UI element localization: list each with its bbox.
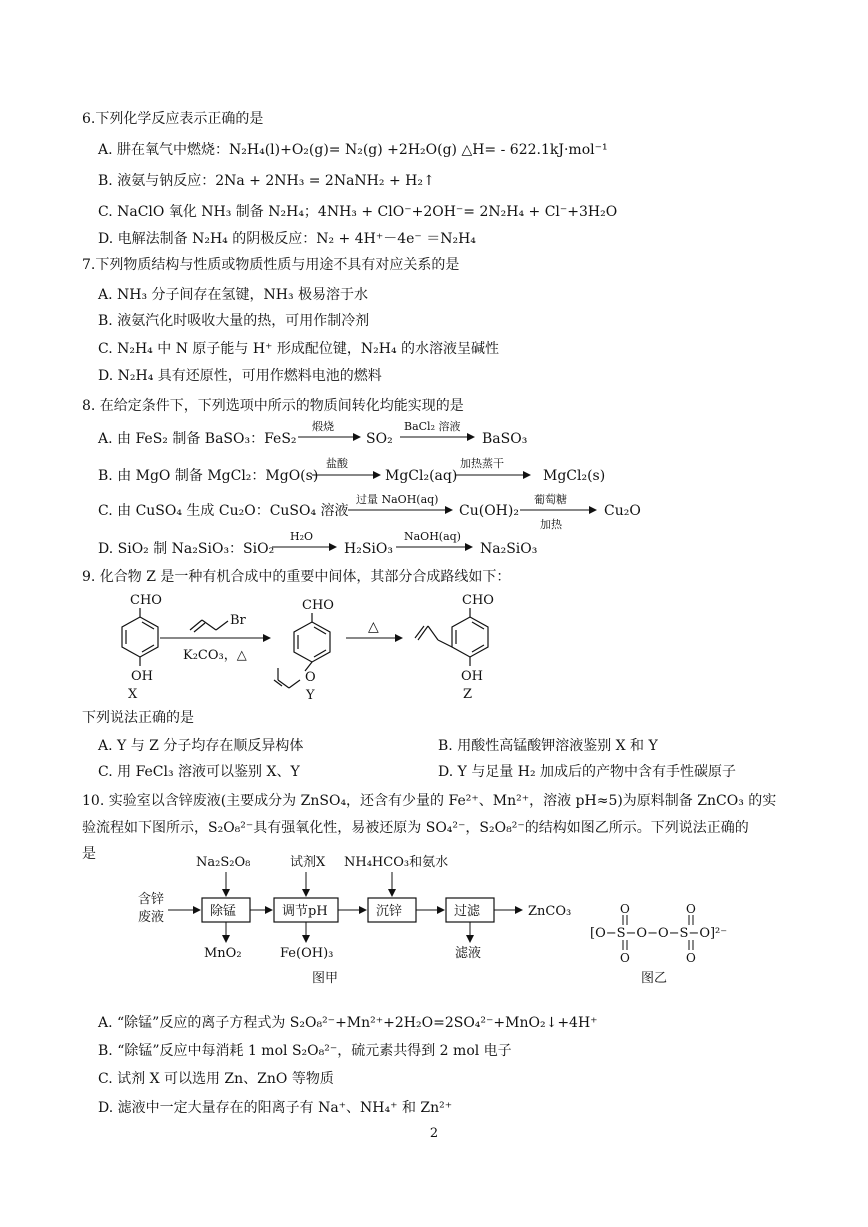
q8-d-product-1: H₂SiO₃ [344,541,393,557]
q8-stem: 8. 在给定条件下，下列选项中所示的物质间转化均能实现的是 [82,398,464,414]
q8-d-condition-2: NaOH(aq) [404,530,461,543]
q8-option-a-prefix: A. 由 FeS₂ 制备 BaSO₃：FeS₂ [98,431,297,447]
q7-stem: 7.下列物质结构与性质或物质性质与用途不具有对应关系的是 [82,257,460,273]
q8-a-condition-2: BaCl₂ 溶液 [404,420,461,433]
br-label: Br [230,613,246,628]
flow-bottom-3: 滤液 [455,946,482,961]
q9-option-d: D. Y 与足量 H₂ 加成后的产物中含有手性碳原子 [438,764,737,780]
q10-stem-line3: 是 [82,846,96,862]
q8-c-condition-2-bottom: 加热 [540,518,562,531]
heat-label: △ [368,619,379,635]
flow-bottom-2: Fe(OH)₃ [280,946,334,961]
q10-stem-line1: 10. 实验室以含锌废液(主要成分为 ZnSO₄，还含有少量的 Fe²⁺、Mn²⁺，溶液 pH≈5)为原料制备 ZnCO₃ 的实 [82,793,777,809]
q9-stem: 9. 化合物 Z 是一种有机合成中的重要中间体，其部分合成路线如下： [82,569,511,585]
q8-a-product-1: SO₂ [366,431,393,447]
q9-option-c: C. 用 FeCl₃ 溶液可以鉴别 X、Y [98,764,300,780]
s2o8-o-bottom-right: O [686,951,696,965]
q8-b-product-1: MgCl₂(aq) [385,468,458,484]
q9-option-a: A. Y 与 Z 分子均存在顺反异构体 [98,738,304,754]
z-oh-label: OH [461,669,483,684]
y-cho-label: CHO [302,598,334,613]
page-number: 2 [429,1126,439,1141]
q8-b-product-2: MgCl₂(s) [543,468,606,484]
q9-lead: 下列说法正确的是 [82,710,194,726]
s2o8-o-top-right: O [686,902,696,916]
flow-top-1: Na₂S₂O₈ [196,855,251,870]
q6-option-d: D. 电解法制备 N₂H₄ 的阴极反应：N₂ + 4H⁺－4e⁻ ＝N₂H₄ [98,231,476,247]
q7-option-c: C. N₂H₄ 中 N 原子能与 H⁺ 形成配位键，N₂H₄ 的水溶液呈碱性 [98,341,500,357]
q6-option-b: B. 液氨与钠反应：2Na + 2NH₃ = 2NaNH₂ + H₂↑ [98,173,435,189]
q8-a-product-2: BaSO₃ [482,431,528,447]
flow-box-1-label: 除锰 [210,904,237,919]
q6-option-c: C. NaClO 氧化 NH₃ 制备 N₂H₄；4NH₃ + ClO⁻+2OH⁻= 2N₂H₄ + Cl⁻+3H₂O [98,204,618,220]
q6-stem: 6.下列化学反应表示正确的是 [82,111,264,127]
q7-option-b: B. 液氨汽化时吸收大量的热，可用作制冷剂 [98,313,370,329]
q8-option-c-prefix: C. 由 CuSO₄ 生成 Cu₂O：CuSO₄ 溶液 [98,503,349,519]
q8-option-d-prefix: D. SiO₂ 制 Na₂SiO₃：SiO₂ [98,541,275,557]
s2o8-o-top-left: O [620,902,630,916]
q10-option-b: B. “除锰”反应中每消耗 1 mol S₂O₈²⁻，硫元素共得到 2 mol 电子 [98,1043,512,1059]
flow-top-3: NH₄HCO₃和氨水 [344,855,449,870]
label-z: Z [463,687,473,702]
q8-b-condition-1: 盐酸 [326,457,348,470]
flow-input-line2: 废液 [138,910,165,925]
q10-option-d: D. 滤液中一定大量存在的阳离子有 Na⁺、NH₄⁺ 和 Zn²⁺ [98,1100,453,1116]
y-o-label: O [305,670,316,685]
q8-d-product-2: Na₂SiO₃ [480,541,538,557]
reagent-label: K₂CO₃，△ [183,648,247,663]
figure-a-caption: 图甲 [312,971,339,986]
x-cho-label: CHO [130,593,162,608]
flow-box-4-label: 过滤 [454,904,481,919]
flow-input-line1: 含锌 [138,892,165,907]
q10-option-c: C. 试剂 X 可以选用 Zn、ZnO 等物质 [98,1071,334,1087]
q8-option-b-prefix: B. 由 MgO 制备 MgCl₂：MgO(s) [98,468,319,484]
q10-stem-line2: 验流程如下图所示，S₂O₈²⁻具有强氧化性，易被还原为 SO₄²⁻，S₂O₈²⁻的结构如图乙所示。下列说法正确的 [82,820,749,836]
flow-box-2-label: 调节pH [282,904,328,919]
q10-option-a: A. “除锰”反应的离子方程式为 S₂O₈²⁻+Mn²⁺+2H₂O=2SO₄²⁻+MnO₂↓+4H⁺ [98,1015,598,1031]
q8-b-condition-2: 加热蒸干 [460,457,504,470]
q8-a-condition-1: 煅烧 [312,420,334,433]
z-cho-label: CHO [462,593,494,608]
s2o8-o-bottom-left: O [620,951,630,965]
q8-c-product-1: Cu(OH)₂ [459,503,519,519]
flow-output: ZnCO₃ [528,904,572,919]
flow-top-2: 试剂X [290,855,326,870]
q7-option-a: A. NH₃ 分子间存在氢键，NH₃ 极易溶于水 [98,287,369,303]
flow-bottom-1: MnO₂ [204,946,242,961]
s2o8-formula: [O−S−O−O−S−O]²⁻ [590,926,728,941]
label-x: X [128,687,138,702]
figure-b-caption: 图乙 [641,971,668,986]
q9-option-b: B. 用酸性高锰酸钾溶液鉴别 X 和 Y [438,738,658,754]
label-y: Y [306,688,315,703]
x-oh-label: OH [131,669,153,684]
q7-option-d: D. N₂H₄ 具有还原性，可用作燃料电池的燃料 [98,368,382,384]
q8-c-product-2: Cu₂O [604,503,641,519]
q6-option-a: A. 肼在氧气中燃烧：N₂H₄(l)+O₂(g)= N₂(g) +2H₂O(g) △H= - 622.1kJ·mol⁻¹ [98,142,608,158]
q8-d-condition-1: H₂O [290,530,314,543]
flow-box-3-label: 沉锌 [376,904,403,919]
q8-c-condition-2-top: 葡萄糖 [534,493,567,506]
q8-c-condition-1: 过量 NaOH(aq) [356,493,439,506]
